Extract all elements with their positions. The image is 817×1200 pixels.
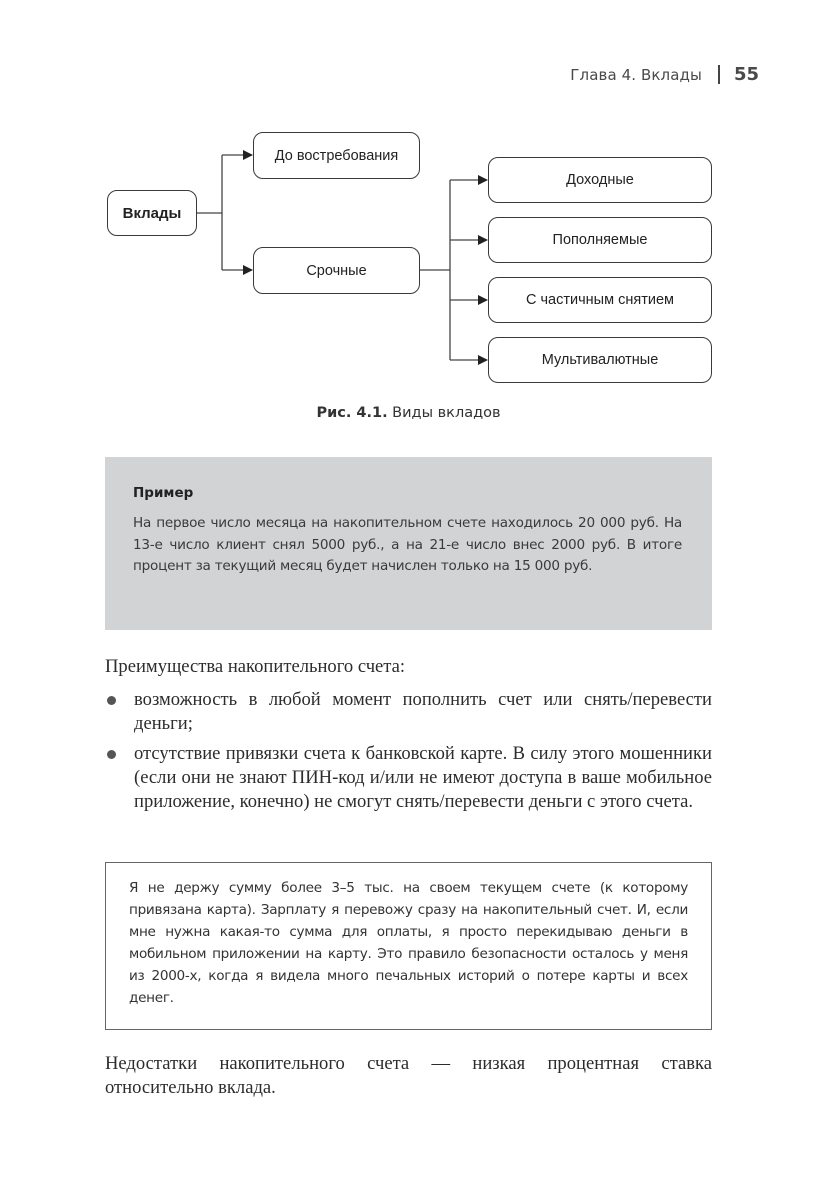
disadvantages-paragraph: Недостатки накопительного счета — низкая процентная ставка относительно вклада. — [105, 1053, 712, 1098]
advantages-list — [105, 688, 712, 820]
author-note-box — [105, 862, 712, 1030]
list-item-text: возможность в любой момент пополнить счет или снять/перевести деньги; — [134, 689, 712, 734]
node-demand: До востребования — [253, 132, 420, 179]
example-title: Пример — [133, 485, 194, 501]
node-replenishable: Пополняемые — [488, 217, 712, 263]
example-box — [105, 457, 712, 630]
list-item-text: отсутствие привязки счета к банковской карте. В силу этого мошенники (если они не знают ПИН-код и/или не имеют доступа в ваше мобильное приложение, конечно) не смогут снять/перевести деньги с этого счета. — [134, 743, 712, 812]
deposit-types-diagram — [0, 0, 817, 400]
figure-label: Рис. 4.1. — [316, 405, 388, 421]
node-income: Доходные — [488, 157, 712, 203]
bullet-icon — [107, 696, 116, 705]
bullet-icon — [107, 750, 116, 759]
page-number: 55 — [733, 64, 759, 85]
figure-title: Виды вкладов — [387, 405, 501, 421]
example-body: На первое число месяца на накопительном счете находилось 20 000 руб. На 13-е число клиент снял 5000 руб., а на 21-е число внес 2000 руб. В итоге процент за текущий месяц будет начислен только на 15 000 руб. — [133, 515, 682, 574]
list-item — [105, 742, 712, 814]
node-term: Срочные — [253, 247, 420, 294]
chapter-title: Глава 4. Вклады — [570, 65, 702, 84]
node-partial-withdrawal: С частичным снятием — [488, 277, 712, 323]
node-deposits: Вклады — [107, 190, 197, 236]
node-multicurrency: Мультивалютные — [488, 337, 712, 383]
figure-caption — [0, 405, 817, 421]
list-item — [105, 688, 712, 736]
advantages-intro: Преимущества накопительного счета: — [105, 656, 406, 677]
author-note-text: Я не держу сумму более 3–5 тыс. на своем текущем счете (к которому привязана карта). Зарплату я перевожу сразу на накопительный счет. И, если мне нужна какая-то сумма для оплаты, я просто перекидываю деньги в мобильном приложении на карту. Это правило безопасности осталось у меня из 2000-х, когда я видела много печальных историй о потере карты и всех денег. — [129, 880, 688, 1006]
